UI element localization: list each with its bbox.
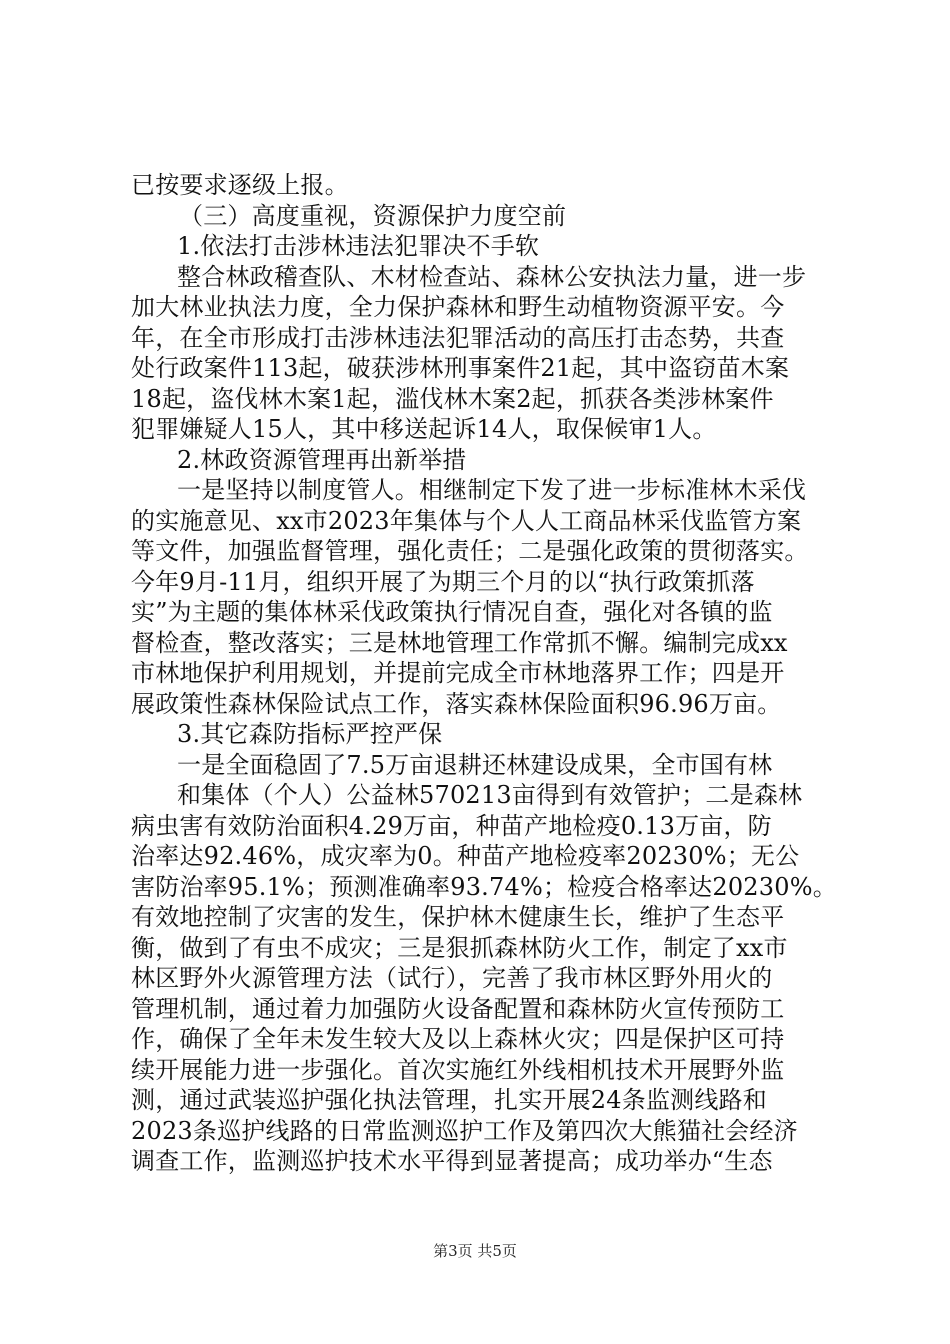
text-line: 治率达92.46%，成灾率为0。种苗产地检疫率20230%；无公 [131,842,800,870]
subsection-heading: 2.林政资源管理再出新举措 [177,445,467,474]
text-line: 整合林政稽查队、木材检查站、森林公安执法力量，进一步 [177,262,807,291]
text-line: 管理机制，通过着力加强防火设备配置和森林防火宣传预防工 [131,994,785,1023]
text-line: 续开展能力进一步强化。首次实施红外线相机技术开展野外监 [131,1055,785,1084]
text-line: 犯罪嫌疑人15人，其中移送起诉14人，取保候审1人。 [131,415,717,443]
text-line: 加大林业执法力度，全力保护森林和野生动植物资源平安。今 [131,293,785,321]
text-line: 作，确保了全年未发生较大及以上森林火灾；四是保护区可持 [131,1025,785,1053]
text-line: 处行政案件113起，破获涉林刑事案件21起，其中盗窃苗木案 [131,354,790,382]
text-line: 2023条巡护线路的日常监测巡护工作及第四次大熊猫社会经济 [131,1116,798,1145]
text-line: 实”为主题的集体林采伐政策执行情况自查，强化对各镇的监 [131,598,773,626]
text-line: 测，通过武装巡护强化执法管理，扎实开展24条监测线路和 [131,1086,767,1114]
text-line: 18起，盗伐林木案1起，滥伐林木案2起，抓获各类涉林案件 [131,384,774,413]
text-line: 等文件，加强监督管理，强化责任；二是强化政策的贯彻落实。 [131,537,809,565]
subsection-heading: 3.其它森防指标严控严保 [177,720,443,748]
section-heading: （三）高度重视，资源保护力度空前 [179,201,567,230]
text-line: 衡，做到了有虫不成灾；三是狠抓森林防火工作，制定了xx市 [131,933,788,962]
page-number: 第3页 共5页 [433,1242,517,1260]
page-footer [0,1240,950,1261]
text-line: 的实施意见、xx市2023年集体与个人人工商品林采伐监管方案 [131,506,802,535]
text-line: 和集体（个人）公益林570213亩得到有效管护；二是森林 [177,781,803,809]
text-line: 一是坚持以制度管人。相继制定下发了进一步标准林木采伐 [177,476,807,504]
text-line: 一是全面稳固了7.5万亩退耕还林建设成果，全市国有林 [177,750,773,779]
text-line: 调查工作，监测巡护技术水平得到显著提高；成功举办“生态 [131,1147,773,1175]
text-line: 有效地控制了灾害的发生，保护林木健康生长，维护了生态平 [131,903,785,931]
text-line: 病虫害有效防治面积4.29万亩，种苗产地检疫0.13万亩，防 [131,811,772,840]
text-line: 已按要求逐级上报。 [131,171,349,199]
text-line: 林区野外火源管理方法（试行），完善了我市林区野外用火的 [131,964,773,992]
document-body [131,170,837,1177]
text-line: 今年9月-11月，组织开展了为期三个月的以“执行政策抓落 [131,567,755,596]
text-line: 展政策性森林保险试点工作，落实森林保险面积96.96万亩。 [131,689,782,718]
text-line: 年，在全市形成打击涉林违法犯罪活动的高压打击态势，共查 [131,323,785,352]
subsection-heading: 1.依法打击涉林违法犯罪决不手软 [177,232,540,260]
text-line: 督检查，整改落实；三是林地管理工作常抓不懈。编制完成xx [131,628,788,657]
text-line: 害防治率95.1%；预测准确率93.74%；检疫合格率达20230%。 [131,872,837,901]
text-line: 市林地保护利用规划，并提前完成全市林地落界工作；四是开 [131,659,785,687]
